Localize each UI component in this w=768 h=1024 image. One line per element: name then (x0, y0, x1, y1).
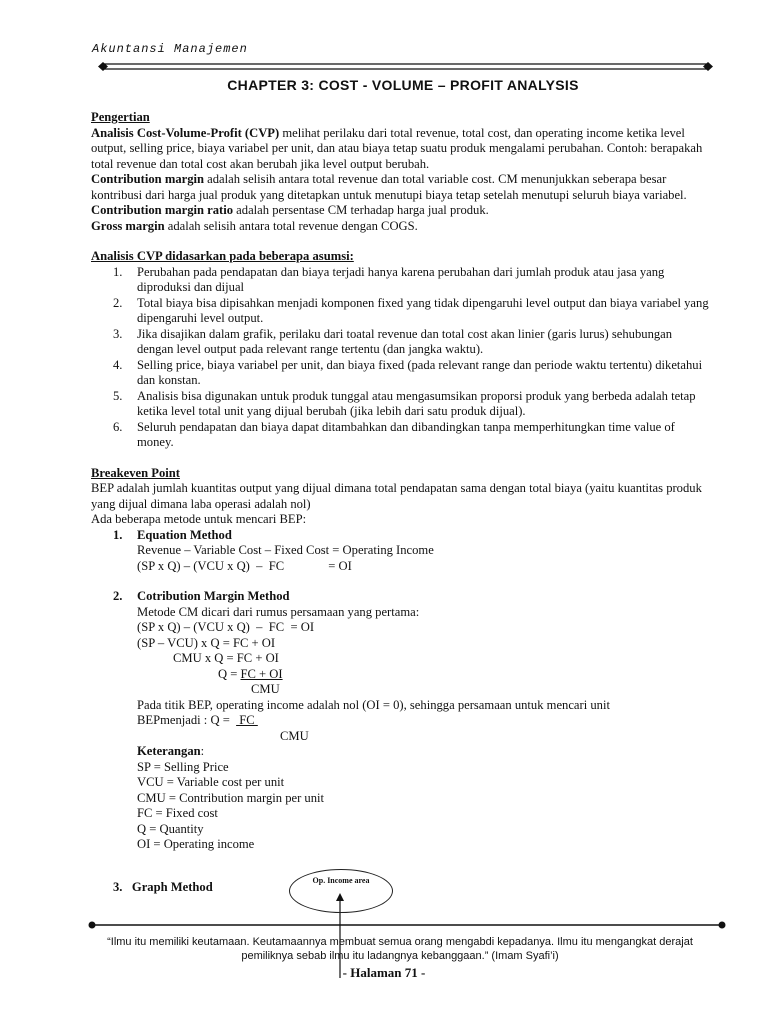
gross-margin-paragraph (91, 219, 711, 235)
cm-line-4: CMU x Q = FC + OI (173, 651, 279, 665)
bep-methods-intro: Ada beberapa metode untuk mencari BEP: (91, 512, 307, 526)
cmr-text: adalah persentase CM terhadap harga jual produk. (233, 203, 489, 217)
keterangan-item: SP = Selling Price (137, 759, 229, 774)
equation-line-2: (SP x Q) – (VCU x Q) – FC = OI (137, 558, 352, 573)
list-item: 4. Selling price, biaya variabel per unit, dan biaya fixed (pada relevant range dan periode waktu tertentu) diketahui dan konstan. (113, 357, 703, 387)
equation-line-1: Revenue – Variable Cost – Fixed Cost = Operating Income (137, 543, 434, 557)
cm-paragraph: Pada titik BEP, operating income adalah nol (OI = 0), sehingga persamaan untuk mencari unit (137, 697, 610, 712)
bep-numerator: FC (236, 713, 258, 727)
gm-text: adalah selisih antara total revenue dengan COGS. (164, 218, 418, 233)
list-item: 3. Jika disajikan dalam grafik, perilaku dari toatal revenue dan total cost akan linier (garis lurus) sehubungan dengan level output pada relevant range tertentu (dan jangka waktu). (113, 326, 673, 356)
cm-fraction-denominator: CMU (251, 682, 280, 696)
cm-line-3: (SP – VCU) x Q = FC + OI (137, 635, 276, 650)
fraction-numerator: FC + OI (240, 666, 283, 681)
keterangan-item: Q = Quantity (137, 821, 204, 836)
bep-heading: Breakeven Point (91, 465, 180, 480)
cm-term: Contribution margin (91, 172, 205, 186)
page-number: - Halaman 71 - (342, 965, 426, 980)
bottom-rule-left-dot (89, 922, 96, 929)
pengertian-heading: Pengertian (91, 110, 150, 124)
gm-term: Gross margin (91, 218, 165, 233)
bep-definition: BEP adalah jumlah kuantitas output yang dijual dimana total pendapatan sama dengan total biaya (yaitu kuantitas produk yang dijual dimana laba operasi adalah nol) (91, 481, 702, 511)
top-rule-left-diamond (98, 62, 108, 71)
asumsi-list (91, 265, 711, 451)
cvp-term: Analisis Cost-Volume-Profit (CVP) (91, 125, 280, 140)
cm-line-2: (SP x Q) – (VCU x Q) – FC = OI (137, 620, 315, 634)
body-content (91, 110, 711, 853)
keterangan-item: VCU = Variable cost per unit (137, 775, 285, 789)
asumsi-heading: Analisis CVP didasarkan pada beberapa asumsi: (91, 249, 354, 263)
running-header: Akuntansi Manajemen (92, 42, 248, 56)
footer-quote: “Ilmu itu memiliki keutamaan. Keutamaannya membuat semua orang mengabdi kepadanya. Ilmu itu mengangkat derajat pemiliknya sebab ilmu itu ladangnya kebanggaan.” (Imam Syafi’i) (107, 936, 693, 962)
graph-method-heading: 3. Graph Method (113, 880, 213, 894)
keterangan-item: FC = Fixed cost (137, 806, 218, 820)
pengertian-paragraph (91, 126, 711, 173)
contribution-margin-paragraph (91, 172, 711, 219)
keterangan-item: OI = Operating income (137, 837, 255, 851)
chapter-title: CHAPTER 3: COST - VOLUME – PROFIT ANALYSIS (227, 77, 579, 93)
list-item: 1. Perubahan pada pendapatan dan biaya terjadi hanya karena perubahan dari jumlah produk atau jasa yang diproduksi dan dijual (113, 264, 665, 294)
cm-method-heading: 2. Cotribution Margin Method (113, 589, 290, 603)
cmr-term: Contribution margin ratio (91, 203, 234, 217)
bottom-rule-right-dot (719, 922, 726, 929)
equation-method-heading: 1. Equation Method (113, 527, 232, 542)
bep-denominator: CMU (280, 728, 309, 743)
bep-formula: BEPmenjadi : Q = FC (137, 713, 258, 727)
list-item: 5. Analisis bisa digunakan untuk produk tunggal atau mengasumsikan proporsi produk yang berbeda adalah tetap ketika level total unit yang dijual berubah (jika lebih dari satu produk dijual). (113, 388, 696, 418)
keterangan-heading: Keterangan: (137, 744, 205, 758)
cvp-text: melihat perilaku dari total revenue, total cost, dan operating income ketika level output, selling price, biaya variabel per unit, dan atau biaya tetap suatu produk mengalami perubahan. Contoh: berapakah total revenue dan total cost akan berubah jika level output berubah. (91, 125, 703, 171)
list-item: 6. Seluruh pendapatan dan biaya dapat ditambahkan dan dibandingkan tanpa memperhitungkan time value of money. (113, 419, 675, 449)
cm-line-1: Metode CM dicari dari rumus persamaan yang pertama: (137, 604, 420, 619)
top-rule-right-diamond (703, 62, 713, 71)
op-income-area-oval: Op. Income area (289, 869, 393, 913)
cm-text: adalah selisih antara total revenue dan total variable cost. CM menunjukkan seberapa besar kontribusi dari harga jual produk yang ditetapkan untuk menutupi biaya tetap setelah menutupi seluruh biaya variabel. (91, 172, 687, 202)
list-item: 2. Total biaya bisa dipisahkan menjadi komponen fixed yang tidak dipengaruhi level output dan biaya variabel yang dipengaruhi level output. (113, 295, 709, 325)
cm-fraction: Q = FC + OI (218, 666, 283, 681)
keterangan-item: CMU = Contribution margin per unit (137, 790, 325, 805)
